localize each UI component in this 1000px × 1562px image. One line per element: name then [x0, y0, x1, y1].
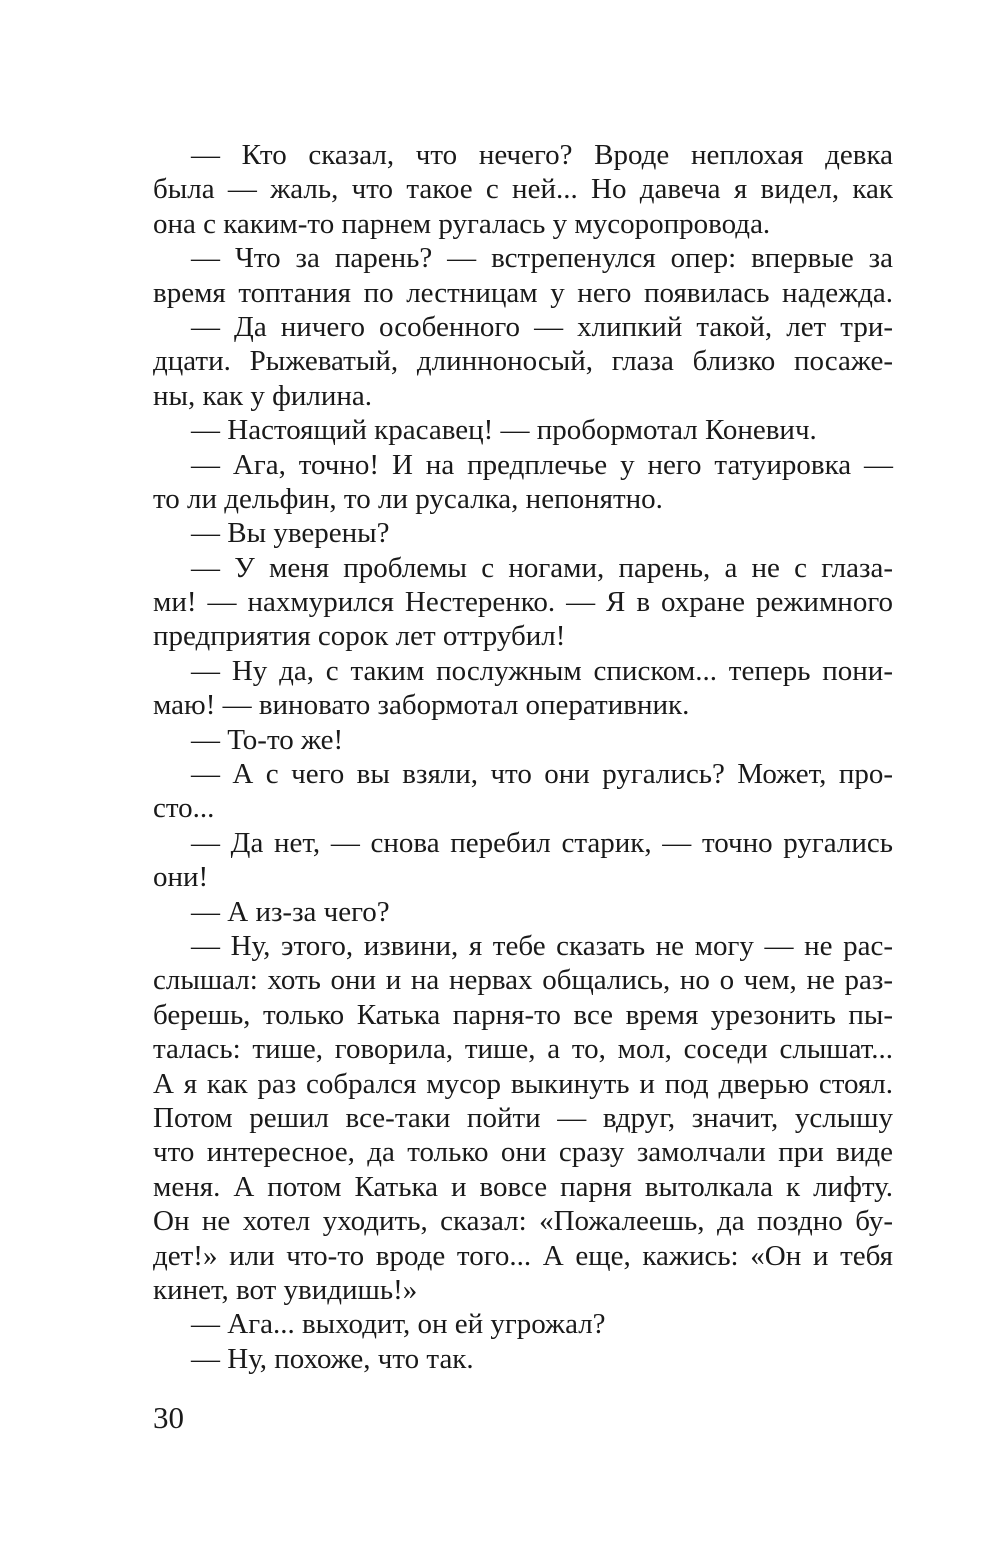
text-line: берешь, только Катька парня-то все время урезонить пы-: [153, 998, 893, 1031]
text-line: меня. А потом Катька и вовсе парня вытолкала к лифту.: [153, 1170, 893, 1203]
text-line: — Ну, этого, извини, я тебе сказать не могу — не рас-: [191, 929, 893, 962]
text-line: — А с чего вы взяли, что они ругались? Может, про-: [191, 758, 893, 791]
text-line: ми! — нахмурился Нестеренко. — Я в охране режимного: [153, 586, 893, 619]
text-line: талась: тише, говорила, тише, а то, мол, соседи слышат...: [153, 1033, 893, 1066]
text-line: они!: [153, 861, 209, 894]
text-line: — А из-за чего?: [191, 895, 390, 928]
text-line: — Да ничего особенного — хлипкий такой, лет три-: [191, 310, 893, 343]
text-line: сто...: [153, 792, 215, 825]
text-line: — У меня проблемы с ногами, парень, а не с глаза-: [191, 551, 893, 584]
text-line: — Кто сказал, что нечего? Вроде неплохая девка: [191, 139, 893, 171]
text-line: — Ага... выходит, он ей угрожал?: [191, 1308, 606, 1341]
text-line: Потом решил все-таки пойти — вдруг, значит, услышу: [153, 1101, 893, 1134]
text-line: слышал: хоть они и на нервах общались, но о чем, не раз-: [153, 964, 893, 997]
body-text: [153, 138, 893, 1376]
text-line: время топтания по лестницам у него появилась надежда.: [153, 276, 893, 309]
text-line: Он не хотел уходить, сказал: «Пожалеешь, да поздно бу-: [153, 1205, 893, 1238]
text-line: кинет, вот увидишь!»: [153, 1273, 418, 1306]
text-line: дцати. Рыжеватый, длинноносый, глаза близко посаже-: [153, 345, 893, 378]
text-line: дет!» или что-то вроде того... А еще, кажись: «Он и тебя: [153, 1239, 893, 1272]
text-line: — Ну да, с таким послужным списком... теперь пони-: [191, 654, 893, 687]
text-line: она с каким-то парнем ругалась у мусоропровода.: [153, 207, 771, 240]
text-line: ны, как у филина.: [153, 379, 373, 412]
text-line: — Да нет, — снова перебил старик, — точно ругались: [191, 826, 893, 859]
text-line: — Вы уверены?: [191, 517, 390, 550]
text-line: то ли дельфин, то ли русалка, непонятно.: [153, 482, 663, 515]
text-line: — Ага, точно! И на предплечье у него татуировка —: [191, 448, 893, 481]
text-line: что интересное, да только они сразу замолчали при виде: [153, 1136, 893, 1169]
text-line: — Что за парень? — встрепенулся опер: впервые за: [191, 242, 893, 275]
text-line: — То-то же!: [191, 723, 344, 756]
text-line: — Настоящий красавец! — пробормотал Коневич.: [191, 414, 817, 447]
text-line: была — жаль, что такое с ней... Но давеча я видел, как: [153, 173, 893, 206]
text-line: маю! — виновато забормотал оперативник.: [153, 689, 690, 722]
text-line: А я как раз собрался мусор выкинуть и под дверью стоял.: [153, 1067, 893, 1100]
text-line: — Ну, похоже, что так.: [191, 1342, 474, 1375]
text-line: предприятия сорок лет оттрубил!: [153, 620, 566, 653]
page-number: 30: [153, 1400, 184, 1435]
